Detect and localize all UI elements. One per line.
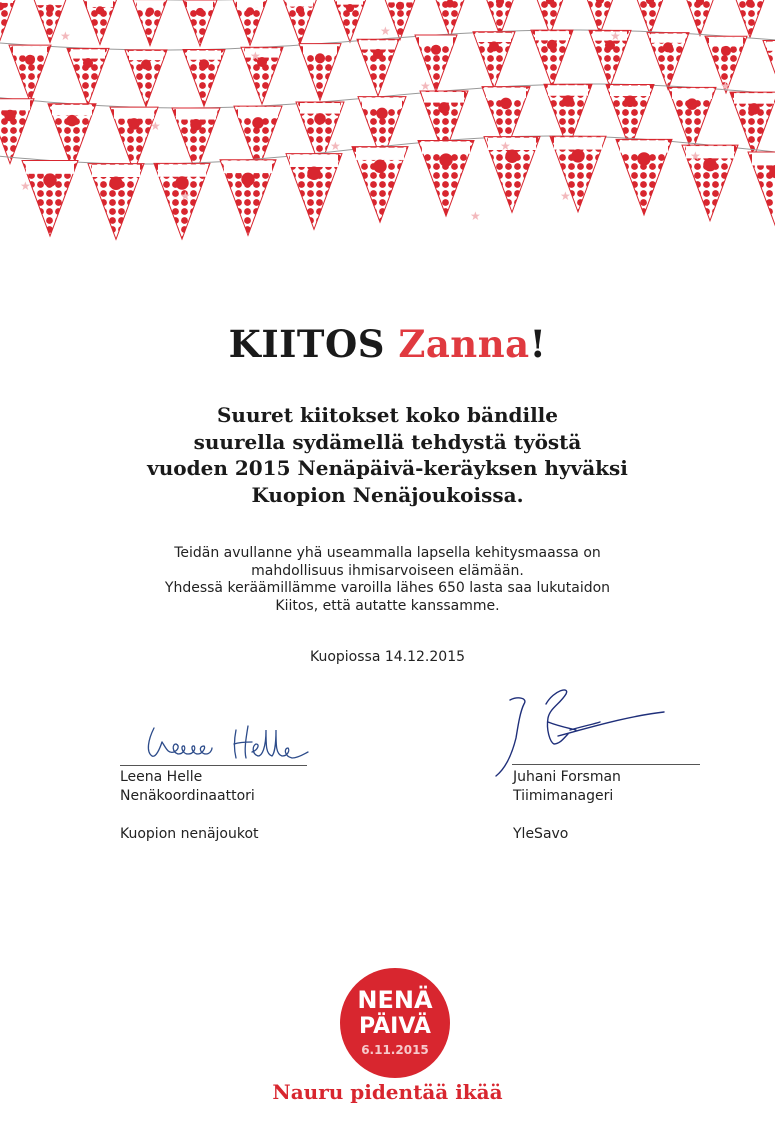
- signatory-organization: YleSavo: [513, 826, 569, 842]
- svg-text:★: ★: [380, 24, 391, 38]
- signatory-name: Juhani Forsman: [513, 769, 621, 785]
- signatory-name: Leena Helle: [120, 769, 203, 785]
- svg-text:★: ★: [330, 139, 341, 153]
- svg-text:★: ★: [180, 189, 191, 203]
- body-line: Yhdessä keräämillämme varoilla lähes 650 lasta saa lukutaidon: [164, 580, 611, 596]
- slogan: Nauru pidentää ikää: [272, 1080, 503, 1104]
- body-line: Teidän avullanne yhä useammalla lapsella kehitysmaassa on: [174, 545, 601, 561]
- svg-text:★: ★: [690, 149, 701, 163]
- headline-line: Suuret kiitokset koko bändille: [216, 403, 558, 427]
- svg-text:★: ★: [150, 119, 161, 133]
- svg-text:★: ★: [20, 179, 31, 193]
- signatory-role: Nenäkoordinaattori: [120, 788, 255, 804]
- svg-text:★: ★: [720, 79, 731, 93]
- nenapaiva-logo: [339, 967, 451, 1079]
- signature-line-left: [120, 765, 307, 766]
- signature-right: [488, 682, 673, 782]
- headline-line: Kuopion Nenäjoukoissa.: [251, 482, 524, 507]
- signatory-left: [120, 768, 259, 844]
- svg-text:★: ★: [250, 49, 261, 63]
- bunting-decoration: [0, 0, 775, 270]
- signature-line-right: [512, 764, 700, 765]
- svg-text:★: ★: [560, 189, 571, 203]
- signatory-role: Tiimimanageri: [513, 788, 614, 804]
- place-date: Kuopiossa 14.12.2015: [309, 649, 466, 665]
- headline-line: vuoden 2015 Nenäpäivä-keräyksen hyväksi: [147, 456, 628, 480]
- body-text: [0, 545, 775, 615]
- signature-left: [140, 718, 330, 768]
- title-recipient-name: Zanna: [398, 322, 530, 366]
- signatory-right: [513, 768, 621, 844]
- signatory-organization: Kuopion nenäjoukot: [120, 826, 259, 842]
- svg-text:★: ★: [470, 209, 481, 223]
- title-prefix: KIITOS: [228, 322, 385, 366]
- headline: [0, 402, 775, 508]
- logo-line2: PÄIVÄ: [359, 1014, 431, 1039]
- logo-line1: NENÄ: [357, 986, 433, 1014]
- title-suffix: !: [529, 322, 547, 366]
- body-line: Kiitos, että autatte kanssamme.: [275, 597, 500, 614]
- svg-text:★: ★: [420, 79, 431, 93]
- page-title: [0, 322, 775, 366]
- logo-date: 6.11.2015: [361, 1043, 429, 1057]
- svg-text:★: ★: [60, 29, 71, 43]
- body-line: mahdollisuus ihmisarvoiseen elämään.: [251, 562, 524, 579]
- headline-line: suurella sydämellä tehdystä työstä: [193, 429, 582, 454]
- svg-text:★: ★: [500, 139, 511, 153]
- svg-text:★: ★: [610, 29, 621, 43]
